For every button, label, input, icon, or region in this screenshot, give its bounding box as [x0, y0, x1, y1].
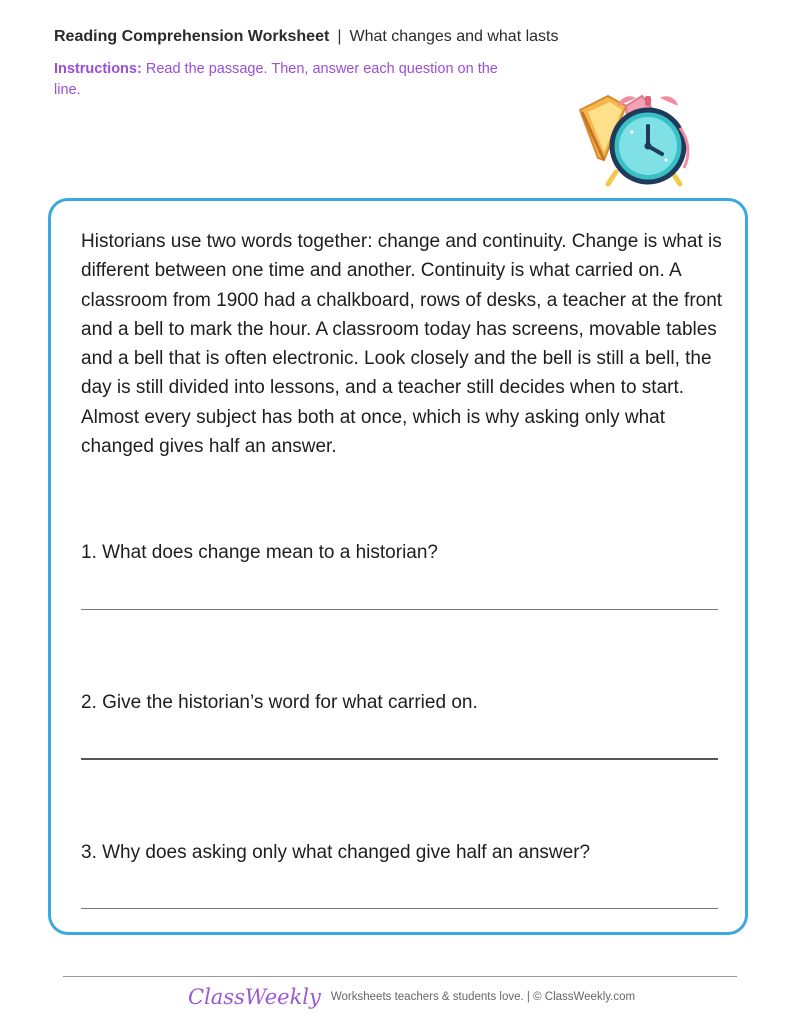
instructions-label: Instructions: [54, 61, 142, 77]
question-2: 2. Give the historian’s word for what carried on. [81, 692, 478, 713]
worksheet-topic: What changes and what lasts [349, 28, 559, 45]
answer-line-3[interactable] [81, 908, 718, 909]
footer-divider [63, 976, 737, 977]
footer [188, 985, 635, 1009]
question-1: 1. What does change mean to a historian? [81, 542, 439, 563]
answer-line-1[interactable] [81, 609, 718, 610]
instructions [54, 59, 514, 101]
header-separator: | [337, 28, 342, 45]
answer-line-2[interactable] [81, 758, 718, 760]
question-3: 3. Why does asking only what changed give half an answer? [81, 842, 591, 863]
worksheet-type: Reading Comprehension Worksheet [54, 28, 330, 45]
book-and-clock-illustration [574, 84, 704, 194]
footer-tagline: Worksheets teachers & students love. | © ClassWeekly.com [330, 991, 636, 1003]
instructions-text: Read the passage. Then, answer each question on the line. [54, 61, 498, 98]
worksheet-header [54, 28, 558, 46]
brand-logo: ClassWeekly [188, 985, 321, 1009]
reading-passage: Historians use two words together: change and continuity. Change is what is different between one time and another. Continuity is what carried on. A classroom from 1900 had a chalkboard, rows of desks, a teacher at the front and a bell to mark the hour. A classroom today has screens, movable tables and a bell that is often electronic. Look closely and the bell is still a bell, the day is still divided into lessons, and a teacher still decides when to start. Almost every subject has both at once, which is why asking only what changed gives half an answer. [81, 231, 723, 458]
